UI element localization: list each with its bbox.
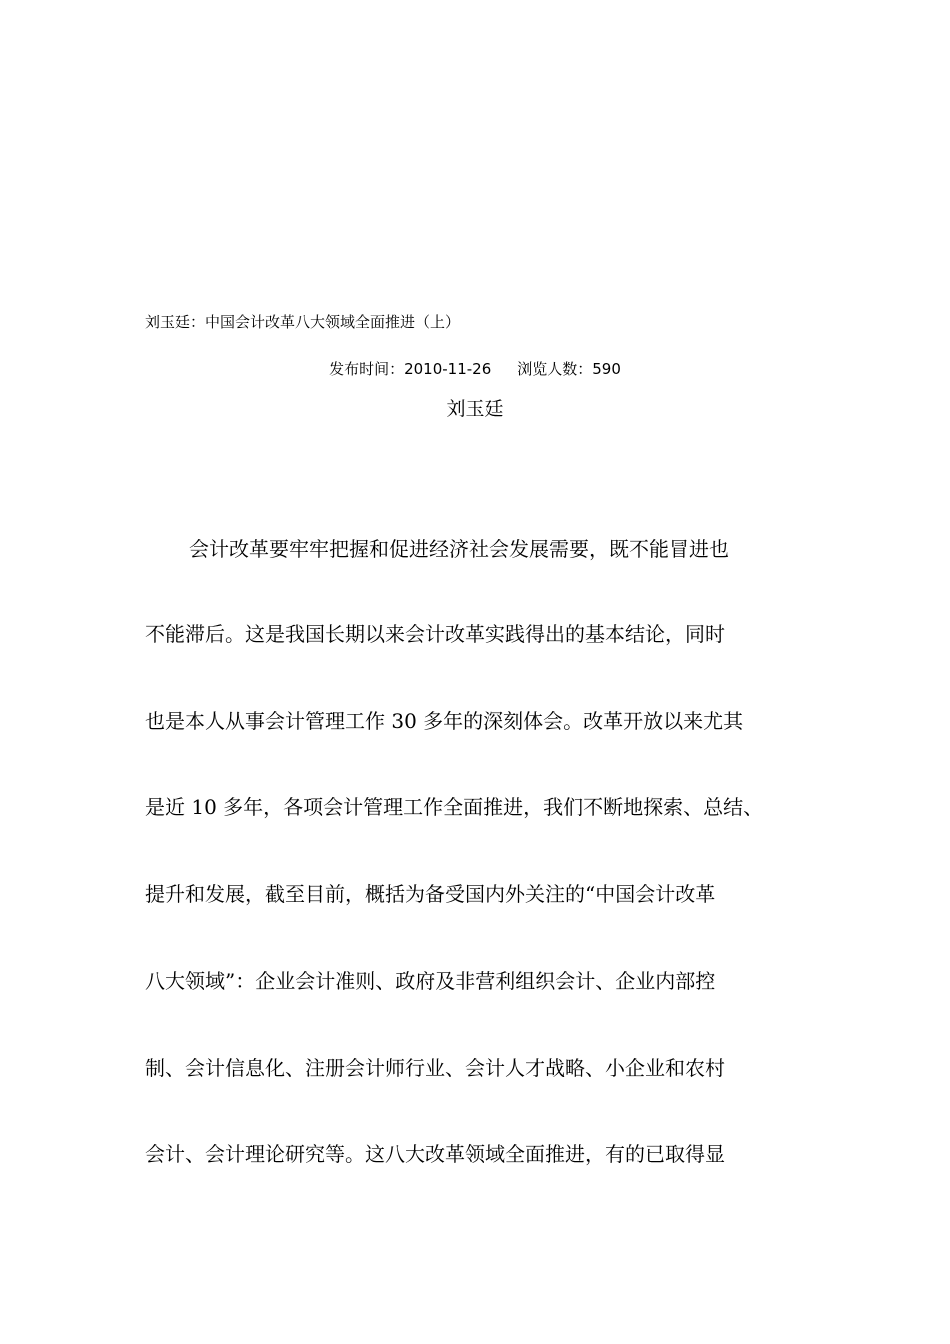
body-line: 制、会计信息化、注册会计师行业、会计人才战略、小企业和农村 <box>145 1056 725 1080</box>
body-line: 会计、会计理论研究等。这八大改革领域全面推进，有的已取得显 <box>145 1142 725 1166</box>
publish-time: 发布时间：2010-11-26 <box>329 360 492 378</box>
body-line: 会计改革要牢牢把握和促进经济社会发展需要，既不能冒进也 <box>189 537 729 561</box>
body-line: 也是本人从事会计管理工作 30 多年的深刻体会。改革开放以来尤其 <box>145 709 744 733</box>
author-name: 刘玉廷 <box>446 398 504 420</box>
body-line: 是近 10 多年，各项会计管理工作全面推进，我们不断地探索、总结、 <box>145 795 764 819</box>
publish-meta <box>0 359 950 379</box>
body-line: 提升和发展，截至目前，概括为备受国内外关注的“中国会计改革 <box>145 882 716 906</box>
view-count: 浏览人数：590 <box>517 360 621 378</box>
body-line: 不能滞后。这是我国长期以来会计改革实践得出的基本结论，同时 <box>145 622 725 646</box>
document-title: 刘玉廷：中国会计改革八大领域全面推进（上） <box>145 313 461 331</box>
body-line: 八大领域”：企业会计准则、政府及非营利组织会计、企业内部控 <box>145 969 716 993</box>
